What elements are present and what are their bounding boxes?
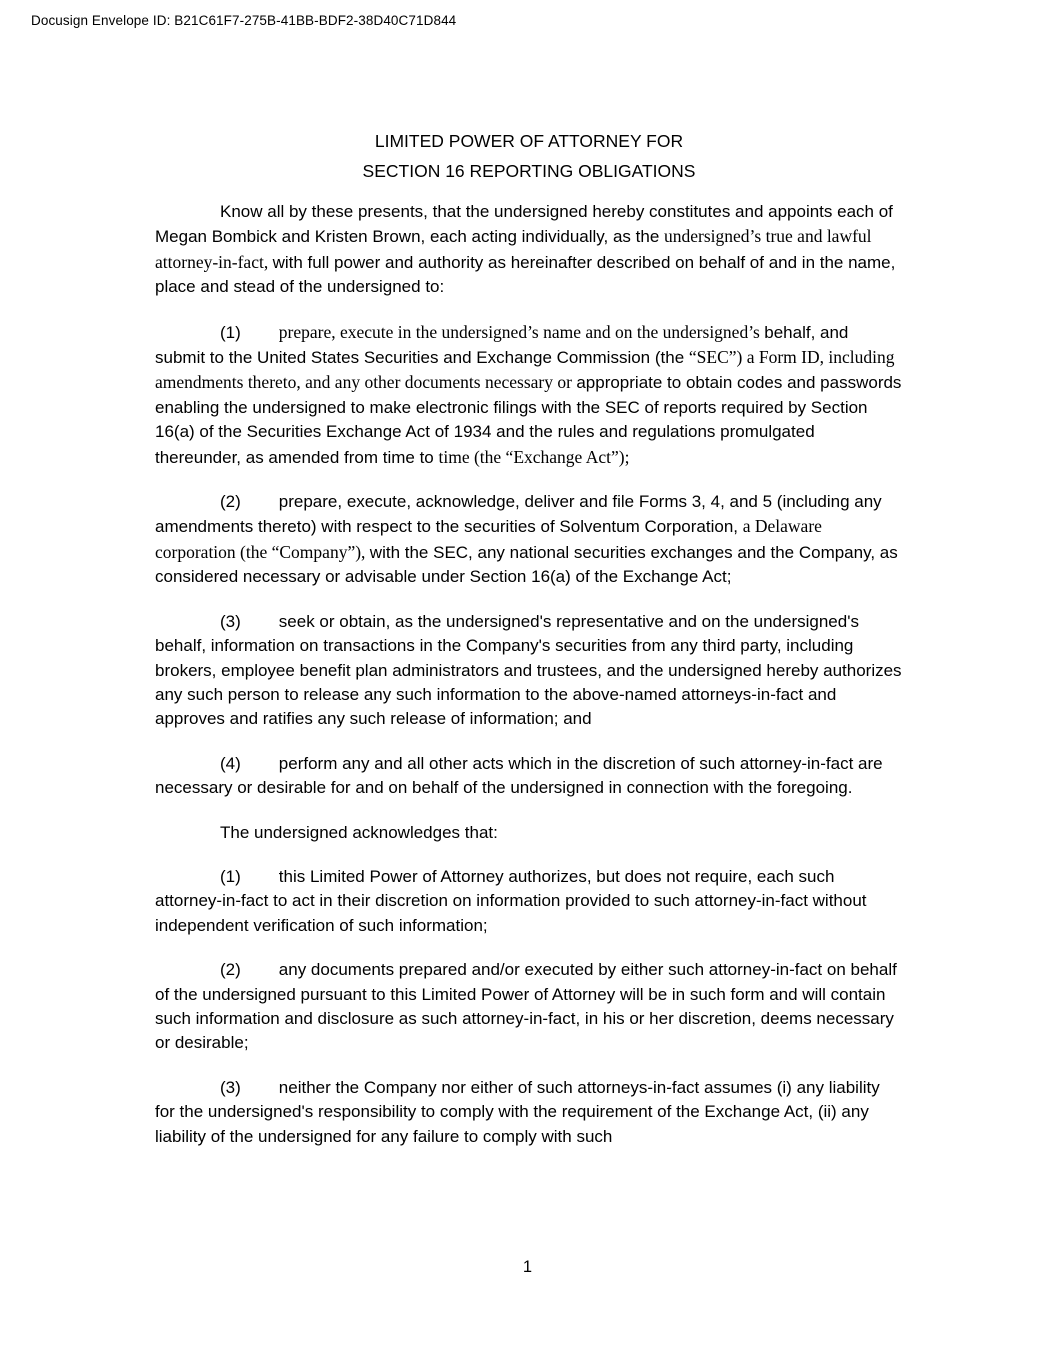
text-segment: appropriate to obtain codes and passwords enabling the undersigned to make electronic filings with the SEC of reports required by Section 16(a) of the Securities Exchange Act of 1934 and the rules and regulations promulgated thereunder, as amended from time to: [155, 373, 902, 467]
paragraph-number: (4): [220, 753, 241, 773]
text-segment: “SEC”) a Form ID, including amendments thereto, and any other documents necessary or: [155, 347, 895, 393]
document-title-line-2: SECTION 16 REPORTING OBLIGATIONS: [362, 161, 696, 181]
paragraph-number: (1): [220, 322, 241, 342]
page-number: 1: [522, 1258, 533, 1276]
text-segment: time (the “Exchange Act”);: [438, 446, 630, 467]
text-segment: neither the Company nor either of such attorneys-in-fact assumes (i) any liability for the undersigned's responsibility to comply with the requirement of the Exchange Act, (ii) any liability of the undersigned for any failure to comply with such: [155, 1077, 880, 1146]
paragraph-number: (3): [220, 611, 241, 631]
document-title-line-1: LIMITED POWER OF ATTORNEY FOR: [374, 131, 684, 151]
docusign-envelope-id: Docusign Envelope ID: B21C61F7-275B-41BB-BDF2-38D40C71D844: [31, 13, 457, 28]
numbered-paragraph: [155, 958, 903, 1056]
numbered-paragraph: [155, 865, 903, 938]
text-segment: a Delaware corporation (the “Company”),: [155, 516, 822, 562]
numbered-paragraph: [155, 610, 903, 732]
text-segment: this Limited Power of Attorney authorizes, but does not require, each such attorney-in-fact to act in their discretion on information provided to such attorney-in-fact without independent verification of such information;: [155, 866, 867, 935]
text-segment: seek or obtain, as the undersigned's representative and on the undersigned's behalf, information on transactions in the Company's securities from any third party, including brokers, employee benefit plan administrators and trustees, and the undersigned hereby authorizes any such person to release any such information to the above-named attorneys-in-fact and approves and ratifies any such release of information; and: [155, 611, 902, 729]
numbered-paragraph: [155, 320, 903, 470]
text-segment: The undersigned acknowledges that:: [220, 822, 498, 842]
text-segment: prepare, execute, acknowledge, deliver and file Forms 3, 4, and 5 (including any amendments thereto) with respect to the securities of Solventum Corporation,: [155, 492, 882, 537]
text-segment: with full power and authority as hereinafter described on behalf of and in the name, place and stead of the undersigned to:: [155, 252, 896, 297]
numbered-paragraph: [155, 1076, 903, 1149]
numbered-paragraph: [155, 752, 903, 801]
document-body: [155, 126, 903, 1169]
text-segment: any documents prepared and/or executed by either such attorney-in-fact on behalf of the undersigned pursuant to this Limited Power of Attorney will be in such form and will contain such information and disclosure as such attorney-in-fact, in his or her discretion, deems necessary or desirable;: [155, 960, 897, 1053]
document-title: [155, 126, 903, 186]
text-segment: perform any and all other acts which in the discretion of such attorney-in-fact are necessary or desirable for and on behalf of the undersigned in connection with the foregoing.: [155, 753, 883, 798]
numbered-paragraph: [155, 490, 903, 590]
paragraph-number: (2): [220, 492, 241, 512]
paragraph-number: (2): [220, 960, 241, 980]
paragraph-number: (3): [220, 1077, 241, 1097]
paragraph-number: (1): [220, 866, 241, 886]
text-segment: behalf, and submit to the United States Securities and Exchange Commission (the: [155, 322, 849, 368]
text-segment: with the SEC, any national securities exchanges and the Company, as considered necessary or advisable under Section 16(a) of the Exchange Act;: [155, 542, 898, 587]
text-segment: prepare, execute in the undersigned’s name and on the undersigned’s: [278, 321, 765, 342]
text-segment: undersigned’s true and lawful attorney-in-fact,: [155, 226, 872, 272]
paragraphs-container: [155, 200, 903, 1149]
paragraph: [155, 821, 903, 845]
paragraph: [155, 200, 903, 300]
text-segment: Know all by these presents, that the undersigned hereby constitutes and appoints each of Megan Bombick and Kristen Brown, each acting individually, as the: [155, 202, 893, 247]
